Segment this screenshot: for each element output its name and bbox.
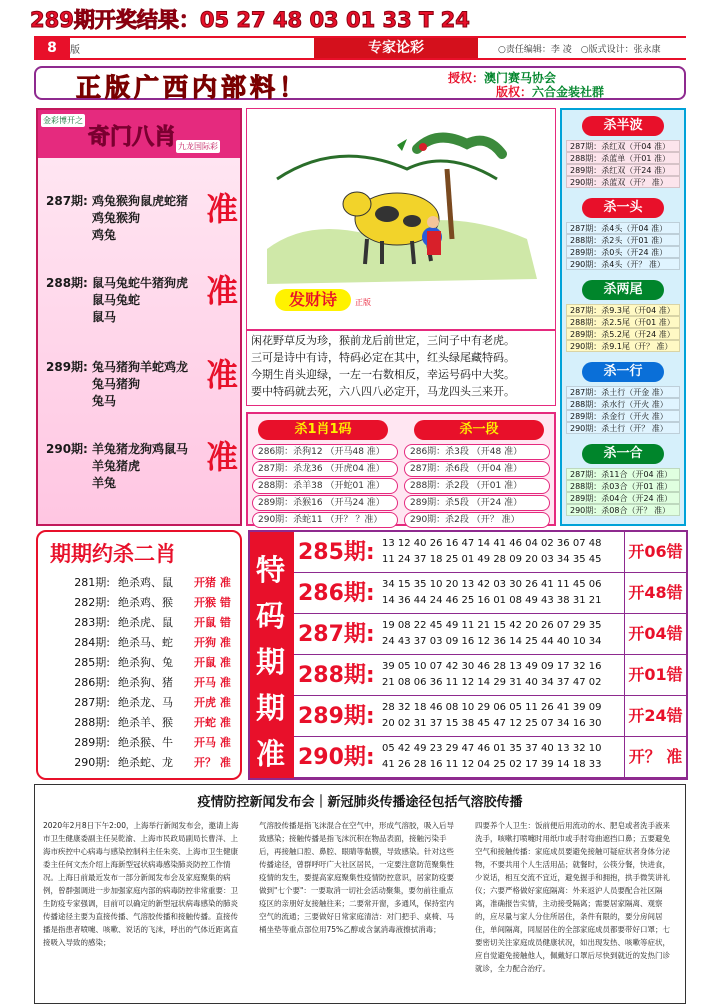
special-code-numbers — [382, 618, 601, 650]
auth-label: 授权： — [448, 71, 485, 85]
special-code-period: 288期: — [298, 663, 375, 688]
numbers-line: 05 42 49 23 29 47 46 01 35 37 40 13 32 10 — [382, 743, 602, 754]
accurate-mark: 准 — [206, 272, 239, 310]
qimen-line: 鸡兔 — [92, 228, 117, 242]
special-code-row — [294, 696, 686, 737]
special-code-numbers — [382, 659, 601, 691]
special-code-result: 开24错 — [624, 696, 686, 736]
special-code-period: 289期: — [298, 704, 375, 729]
special-code-row — [294, 532, 686, 573]
qimen-line: 鸡兔猴狗 — [92, 211, 141, 225]
special-code-result: 开04错 — [624, 614, 686, 654]
numbers-line: 11 24 37 18 25 01 49 28 09 20 03 34 35 45 — [382, 554, 602, 565]
special-code-numbers — [382, 741, 601, 773]
side-char: 特 — [256, 553, 286, 587]
kill-two-result: 开猪 准 — [194, 576, 231, 589]
illustration-panel — [246, 108, 556, 330]
special-code-result: 开01错 — [624, 655, 686, 695]
kill-right-list — [404, 444, 550, 529]
kill-right-title: 杀一段 — [414, 420, 544, 440]
right-section-row: 287期：杀土行（开金 准） — [566, 386, 680, 398]
qimen-eight-zodiac-panel — [36, 108, 242, 526]
kill-row: 289期：杀猴16 （开马24 准） — [252, 495, 398, 511]
title-banner — [34, 66, 686, 100]
kill-row: 287期：杀龙36 （开虎04 准） — [252, 461, 398, 477]
right-section-row: 288期：杀2.5尾（开01 准） — [566, 316, 680, 328]
right-section-row: 287期：杀9.3尾（开04 准） — [566, 304, 680, 316]
kill-two-period: 287期: — [74, 696, 110, 709]
kill-two-zodiacs: 绝杀狗、兔 — [118, 656, 173, 669]
qimen-line: 羊兔 — [92, 476, 117, 490]
special-code-panel — [248, 530, 688, 780]
right-section-row: 288期：杀蓝单（开01 准） — [566, 152, 680, 164]
kill-left-list — [252, 444, 398, 529]
qimen-right-tag: 九龙国际彩 — [178, 142, 218, 151]
side-char: 准 — [256, 737, 286, 771]
kill-two-result: 开鼠 准 — [194, 656, 231, 669]
qimen-line: 兔马 — [92, 394, 117, 408]
right-section-row: 288期：杀水行（开火 准） — [566, 398, 680, 410]
kill-two-zodiacs: 绝杀鸡、猴 — [118, 596, 173, 609]
kill-two-result: 开马 准 — [194, 676, 231, 689]
right-section-row: 288期：杀03合（开01 准） — [566, 480, 680, 492]
poem-line: 闲花野草反为珍，猴前龙后前世定，三问子中有老虎。 — [251, 334, 515, 347]
kill-two-title: 期期约杀二肖 — [50, 542, 176, 566]
right-section-row: 288期：杀2头（开01 准） — [566, 234, 680, 246]
kill-row: 290期：杀2段 （开？ 准） — [404, 512, 550, 528]
special-code-numbers — [382, 700, 601, 732]
kill-two-period: 290期: — [74, 756, 110, 769]
special-code-period: 286期: — [298, 581, 375, 606]
copyright-line — [496, 83, 604, 100]
qimen-period: 289期: — [46, 360, 88, 374]
right-section-row: 287期：杀4头（开04 准） — [566, 222, 680, 234]
special-code-result: 开？ 准 — [624, 737, 686, 777]
kill-row: 288期：杀羊38 （开蛇01 准） — [252, 478, 398, 494]
kill-two-period: 281期: — [74, 576, 110, 589]
right-section-row: 290期：杀9.1尾（开？ 准） — [566, 340, 680, 352]
right-section-title: 杀一行 — [582, 362, 664, 382]
section-title: 专家论彩 — [314, 38, 478, 58]
numbers-line: 20 02 31 37 15 38 45 47 12 25 07 34 16 30 — [382, 718, 602, 729]
kill-two-period: 282期: — [74, 596, 110, 609]
kill-two-period: 286期: — [74, 676, 110, 689]
side-char: 期 — [256, 645, 286, 679]
numbers-line: 34 15 35 10 20 13 42 03 30 26 41 11 45 06 — [382, 579, 602, 590]
poem-badge: 发财诗 — [275, 289, 351, 311]
right-section-title: 杀两尾 — [582, 280, 664, 300]
right-section-row: 290期：杀蓝双（开？ 准） — [566, 176, 680, 188]
kill-row: 289期：杀5段 （开24 准） — [404, 495, 550, 511]
right-section — [566, 198, 680, 270]
qimen-header — [38, 110, 240, 158]
kill-row: 286期：杀3段 （开48 准） — [404, 444, 550, 460]
numbers-line: 24 43 37 03 09 16 12 36 14 25 44 40 10 34 — [382, 636, 602, 647]
fortune-poem — [246, 330, 556, 406]
draw-result-banner: 289期开奖结果：05 27 48 03 01 33 T 24 — [30, 8, 470, 32]
kill-two-zodiacs: 绝杀鸡、鼠 — [118, 576, 173, 589]
qimen-left-tag: 金彩博开之 — [43, 116, 83, 125]
kill-two-result: 开鼠 错 — [194, 616, 231, 629]
copyright-label: 版权： — [496, 85, 533, 99]
page-header — [34, 36, 686, 60]
qimen-line: 鼠马 — [92, 310, 117, 324]
main-title: 正版广西内部料！ — [76, 73, 309, 102]
special-code-side — [250, 532, 294, 778]
kill-two-result: 开？ 准 — [194, 756, 231, 769]
qimen-line: 鼠马兔蛇牛猪狗虎 — [92, 276, 189, 290]
news-section — [34, 784, 686, 1004]
qimen-line: 鼠马兔蛇 — [92, 293, 141, 307]
qimen-period: 287期: — [46, 194, 88, 208]
kill-two-zodiacs: 绝杀虎、鼠 — [118, 616, 173, 629]
right-section-row: 287期：杀红双（开04 准） — [566, 140, 680, 152]
poem-line: 三可是诗中有诗，特码必定在其中，红头绿尾藏特码。 — [251, 351, 515, 364]
kill-left-title: 杀1肖1码 — [258, 420, 388, 440]
numbers-line: 28 32 18 46 08 10 29 06 05 11 26 41 39 09 — [382, 702, 602, 713]
news-column-2: 气溶胶传播是指飞沫混合在空气中，形成气溶胶，吸入后导致感染；接触传播是指飞沫沉积在物品表面，接触污染手后，再接触口腔、鼻腔、眼睛等黏膜，导致感染。针对这些传播途径，曾群呼吁广大社区居民，一定要注意防范聚集性疫情的发生，要提高家庭聚集性疫情防控意识，居家防疫要做到"七个要"：一要取消一切社会活动聚集，要勿前往重点疫区的亲朋好友接触往来；二要常开窗，多通风，保持室内空气的流通；三要做好日常家庭清洁：对门把手、桌椅、马桶坐垫等重点部位用75%乙醇或含氯消毒液擦拭消毒； — [259, 821, 454, 934]
kill-two-result: 开猴 错 — [194, 596, 231, 609]
special-code-row — [294, 655, 686, 696]
right-section-title: 杀一头 — [582, 198, 664, 218]
right-section-row: 290期：杀土行（开？ 准） — [566, 422, 680, 434]
qimen-line: 兔马猪狗 — [92, 377, 141, 391]
kill-two-zodiacs: 绝杀马、蛇 — [118, 636, 173, 649]
auth-value: 澳门赛马协会 — [484, 71, 557, 85]
special-code-numbers — [382, 536, 601, 568]
numbers-line: 41 26 28 16 11 12 04 25 02 17 39 14 18 33 — [382, 759, 602, 770]
right-section-title: 杀半波 — [582, 116, 664, 136]
qimen-line: 羊兔猪虎 — [92, 459, 141, 473]
news-column-3: 四要养个人卫生：饭前便后用流动的水、肥皂或者洗手液来洗手，咳嗽打喷嚏时用纸巾或手肘弯曲遮挡口鼻；五要避免空气和接触传播：家庭成员要避免接触可疑症状者身体分泌物，不要共用个人生活用品；就餐时，公筷分餐，快进食，少说话，相互交流不宜近，避免握手和拥抱，拱手微笑讲礼仪；六要严格做好家庭隔离：外来返沪人员要配合社区隔离，准确报告实情，主动接受隔离；需要居家隔离、观察的，应尽量与家人分住所居住，条件有限的，要分房间居住，单间隔离，同屋居住的全部家庭成员都要带好口罩；七要密切关注家庭成员健康状况，如出现发热、咳嗽等症状，应自觉避免接触他人，佩戴好口罩后尽快到就近的发热门诊就诊，全力配合治疗。 — [475, 821, 670, 973]
poem-line: 要中特码就去死，六八四八必定开，马龙四头三来开。 — [251, 385, 515, 398]
special-code-row — [294, 614, 686, 655]
edition-number: 8 — [34, 38, 70, 58]
accurate-mark: 准 — [206, 190, 239, 228]
kill-row: 287期：杀6段 （开04 准） — [404, 461, 550, 477]
qimen-line: 鸡兔猴狗鼠虎蛇猪 — [92, 194, 189, 208]
side-char: 码 — [256, 599, 286, 633]
kill-two-zodiacs: 绝杀龙、马 — [118, 696, 173, 709]
right-section-row: 290期：杀08合（开？ 准） — [566, 504, 680, 516]
special-code-period: 287期: — [298, 622, 375, 647]
right-section-row: 287期：杀11合（开04 准） — [566, 468, 680, 480]
special-code-result: 开06错 — [624, 532, 686, 572]
right-section-row: 289期：杀0头（开24 准） — [566, 246, 680, 258]
kill-two-result: 开马 准 — [194, 736, 231, 749]
qimen-period: 290期: — [46, 442, 88, 456]
kill-two-period: 284期: — [74, 636, 110, 649]
kill-two-period: 289期: — [74, 736, 110, 749]
right-section — [566, 444, 680, 516]
edition-suffix: 版 — [70, 45, 80, 56]
right-section-row: 289期：杀金行（开火 准） — [566, 410, 680, 422]
special-code-period: 285期: — [298, 540, 375, 565]
qimen-line: 羊兔猪龙狗鸡鼠马 — [92, 442, 189, 456]
right-section — [566, 280, 680, 352]
right-section-title: 杀一合 — [582, 444, 664, 464]
right-kill-column — [560, 108, 686, 526]
accurate-mark: 准 — [206, 438, 239, 476]
numbers-line: 14 36 44 24 46 25 16 01 08 49 43 38 31 21 — [382, 595, 602, 606]
kill-two-period: 288期: — [74, 716, 110, 729]
numbers-line: 13 12 40 26 16 47 14 41 46 04 02 36 07 48 — [382, 538, 602, 549]
right-section-row: 290期：杀4头（开？ 准） — [566, 258, 680, 270]
qimen-period: 288期: — [46, 276, 88, 290]
kill-two-result: 开虎 准 — [194, 696, 231, 709]
kill-two-zodiacs: 绝杀狗、猪 — [118, 676, 173, 689]
side-char: 期 — [256, 691, 286, 725]
editor-info: ○责任编辑：李 凌 ○版式设计：张永康 — [498, 45, 661, 55]
news-column-1: 2020年2月8日下午2:00，上海举行新闻发布会，邀请上海市卫生健康委副主任吴乾渝、上海市民政局副局长曹洋、上海市疾控中心病毒与感染控制科主任朱奕、上海市卫生健康委主任何文杰介绍上海新型冠状病毒感染肺炎防控工作情况。上海日前最近发布一部分新闻发布会及家庭聚集的病例，曾群强调进一步加强家庭内部的病毒防控非常重要：卫生防疫专家强调，目前可以确定的新型冠状病毒感染的肺炎传播途径主要为直接传播、气溶胶传播和接触传播。直接传播是指患者喷嚏、咳嗽、说话的飞沫，呼出的气体近距离直接吸入导致的感染； — [43, 821, 239, 947]
special-code-result: 开48错 — [624, 573, 686, 613]
poem-badge-sub: 正版 — [355, 298, 371, 307]
special-code-row — [294, 573, 686, 614]
kill-two-zodiacs: 绝杀羊、猴 — [118, 716, 173, 729]
right-section-row: 289期：杀04合（开24 准） — [566, 492, 680, 504]
kill-two-zodiacs: 绝杀猴、牛 — [118, 736, 173, 749]
kill-two-result: 开蛇 准 — [194, 716, 231, 729]
kill-row: 288期：杀2段 （开01 准） — [404, 478, 550, 494]
right-section-row: 289期：杀5.2尾（开24 准） — [566, 328, 680, 340]
numbers-line: 21 08 06 36 11 12 14 29 31 40 34 37 47 02 — [382, 677, 602, 688]
special-code-row — [294, 737, 686, 778]
poem-line: 今期生肖头迎绿，一左一右数相反，幸运号码中大奖。 — [251, 368, 515, 381]
kill-row: 286期：杀狗12 （开马48 准） — [252, 444, 398, 460]
kill-row: 290期：杀蛇11 （开？ ？准） — [252, 512, 398, 528]
numbers-line: 19 08 22 45 49 11 21 15 42 20 26 07 29 35 — [382, 620, 602, 631]
qimen-line: 兔马猪狗羊蛇鸡龙 — [92, 360, 189, 374]
right-section — [566, 116, 680, 188]
special-code-numbers — [382, 577, 601, 609]
news-title: 疫情防控新闻发布会｜新冠肺炎传播途径包括气溶胶传播 — [197, 795, 523, 810]
kill-panel — [246, 412, 556, 526]
right-section-row: 289期：杀红双（开24 准） — [566, 164, 680, 176]
kill-two-zodiac-panel — [36, 530, 242, 780]
right-section — [566, 362, 680, 434]
kill-two-zodiacs: 绝杀蛇、龙 — [118, 756, 173, 769]
accurate-mark: 准 — [206, 356, 239, 394]
kill-two-period: 283期: — [74, 616, 110, 629]
qimen-title: 奇门八肖 — [88, 125, 177, 150]
kill-two-period: 285期: — [74, 656, 110, 669]
numbers-line: 39 05 10 07 42 30 46 28 13 49 09 17 32 16 — [382, 661, 602, 672]
copyright-value: 六合金装社群 — [532, 85, 605, 99]
special-code-period: 290期: — [298, 745, 375, 770]
kill-two-result: 开狗 准 — [194, 636, 231, 649]
